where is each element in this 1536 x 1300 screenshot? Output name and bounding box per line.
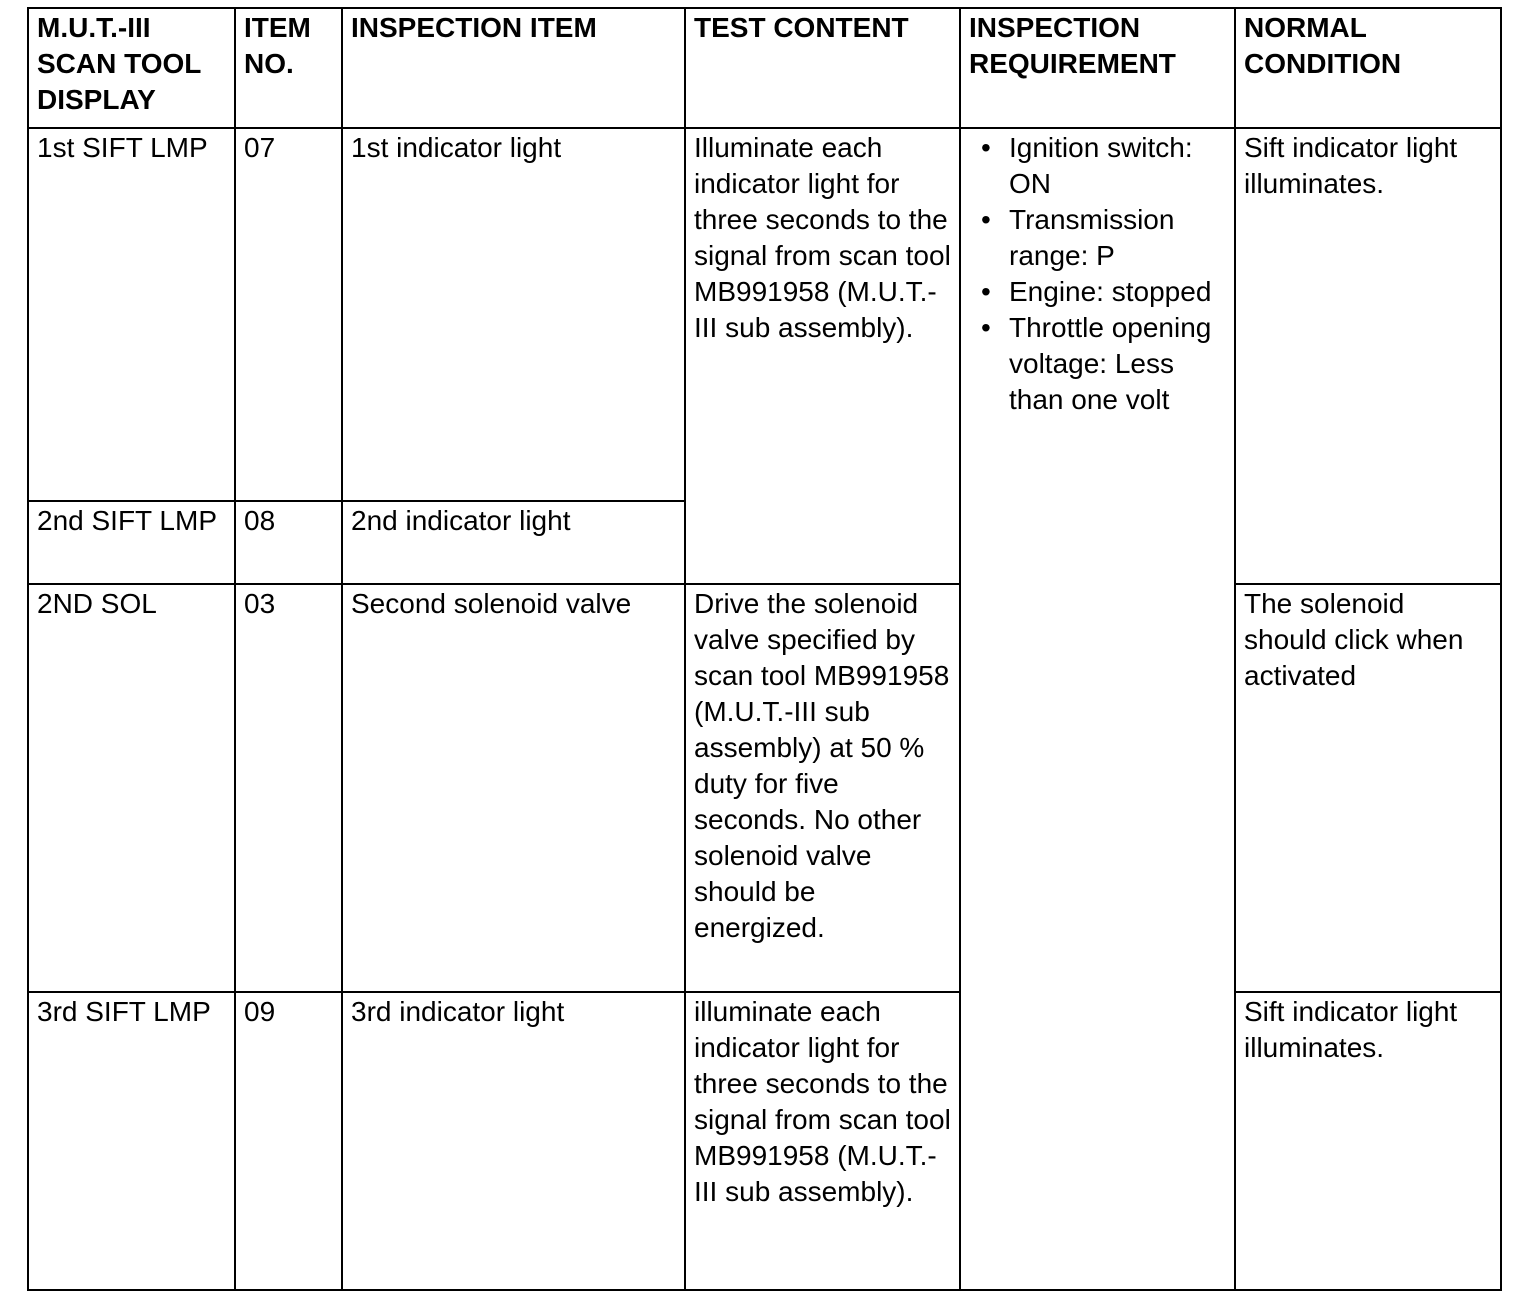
requirement-list (969, 130, 1228, 418)
cell-inspection-requirement (960, 128, 1235, 1290)
cell-display: 3rd SIFT LMP (28, 992, 235, 1290)
requirement-text: Transmission range: P (1009, 204, 1175, 271)
inspection-table (27, 7, 1502, 1291)
cell-item-no: 08 (235, 501, 342, 584)
table-row (28, 128, 1501, 501)
cell-display: 2ND SOL (28, 584, 235, 992)
list-item (969, 130, 1228, 202)
cell-item-no: 07 (235, 128, 342, 501)
header-scan-tool-display: M.U.T.-III SCAN TOOL DISPLAY (28, 8, 235, 128)
cell-normal-condition-indicator-3: Sift indicator light illuminates. (1235, 992, 1501, 1290)
bullet-icon: • (981, 276, 991, 307)
list-item (969, 274, 1228, 310)
cell-normal-condition-indicators: Sift indicator light illuminates. (1235, 128, 1501, 584)
requirement-text: Ignition switch: ON (1009, 132, 1193, 199)
cell-test-content-indicator-3: illuminate each indicator light for three seconds to the signal from scan tool MB991958 (M.U.T.-III sub assembly). (685, 992, 960, 1290)
cell-display: 1st SIFT LMP (28, 128, 235, 501)
cell-test-content-indicators: Illuminate each indicator light for three seconds to the signal from scan tool MB991958 (M.U.T.-III sub assembly). (685, 128, 960, 584)
cell-inspection-item: Second solenoid valve (342, 584, 685, 992)
table-header-row (28, 8, 1501, 128)
header-inspection-item: INSPECTION ITEM (342, 8, 685, 128)
cell-item-no: 09 (235, 992, 342, 1290)
bullet-icon: • (981, 132, 991, 163)
cell-item-no: 03 (235, 584, 342, 992)
bullet-icon: • (981, 312, 991, 343)
header-item-no: ITEM NO. (235, 8, 342, 128)
table-row (28, 584, 1501, 992)
cell-display: 2nd SIFT LMP (28, 501, 235, 584)
cell-inspection-item: 2nd indicator light (342, 501, 685, 584)
bullet-icon: • (981, 204, 991, 235)
cell-inspection-item: 3rd indicator light (342, 992, 685, 1290)
requirement-text: Throttle opening voltage: Less than one volt (1009, 312, 1212, 415)
cell-test-content-solenoid: Drive the solenoid valve specified by scan tool MB991958 (M.U.T.-III sub assembly) at 50 % duty for five seconds. No other solenoid valve should be energized. (685, 584, 960, 992)
requirement-text: Engine: stopped (1009, 276, 1212, 307)
header-inspection-requirement: INSPECTION REQUIREMENT (960, 8, 1235, 128)
cell-normal-condition-solenoid: The solenoid should click when activated (1235, 584, 1501, 992)
cell-inspection-item: 1st indicator light (342, 128, 685, 501)
list-item (969, 310, 1228, 418)
list-item (969, 202, 1228, 274)
table-row (28, 992, 1501, 1290)
header-test-content: TEST CONTENT (685, 8, 960, 128)
header-normal-condition: NORMAL CONDITION (1235, 8, 1501, 128)
